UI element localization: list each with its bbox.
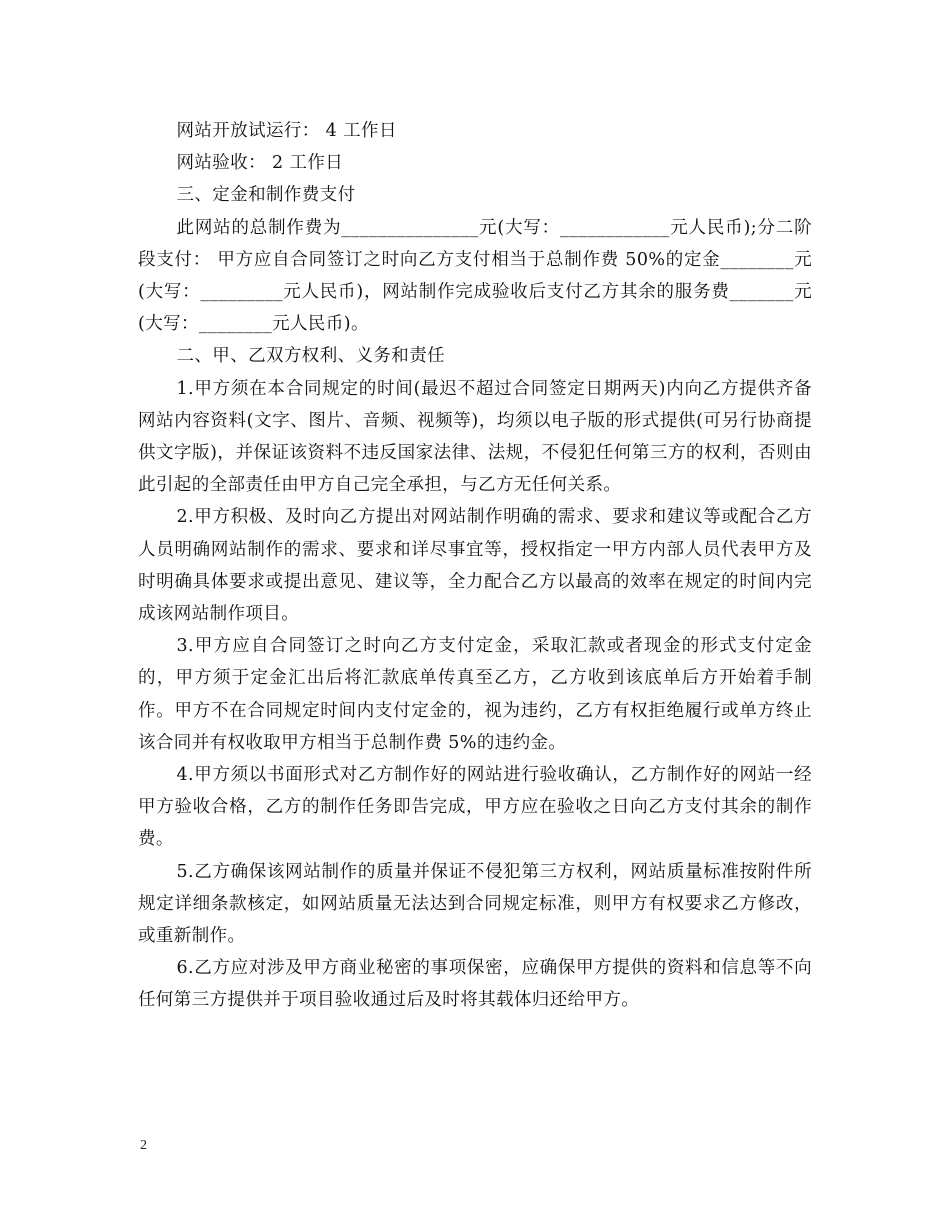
clause-1: 1.甲方须在本合同规定的时间(最迟不超过合同签定日期两天)内向乙方提供齐备网站内容资料(文字、图片、音频、视频等)，均须以电子版的形式提供(可另行协商提供文字版)，并保证该资料不违反国家法律、法规，不侵犯任何第三方的权利，否则由此引起的全部责任由甲方自己完全承担，与乙方无任何关系。 [138,378,812,496]
document-body [138,115,812,1017]
section-heading-payment: 三、定金和制作费支付 [176,185,356,206]
clause-4: 4.甲方须以书面形式对乙方制作好的网站进行验收确认，乙方制作好的网站一经甲方验收合格，乙方的制作任务即告完成，甲方应在验收之日向乙方支付其余的制作费。 [138,765,812,850]
paragraph-payment-terms: 此网站的总制作费为_______________元(大写：____________元人民币);分二阶段支付： 甲方应自合同签订之时向乙方支付相当于总制作费 50%的定金________元(大写：_________元人民币)，网站制作完成验收后支付乙方其余的服务费_______元(大写：________元人民币)。 [138,217,812,335]
clause-5: 5.乙方确保该网站制作的质量并保证不侵犯第三方权利，网站质量标准按附件所规定详细条款核定，如网站质量无法达到合同规定标准，则甲方有权要求乙方修改，或重新制作。 [138,861,812,947]
schedule-trial-run: 网站开放试运行： 4 工作日 [176,121,397,141]
section-heading-rights: 二、甲、乙双方权利、义务和责任 [176,346,445,367]
page-number: 2 [140,1138,147,1153]
clause-2: 2.甲方积极、及时向乙方提出对网站制作明确的需求、要求和建议等或配合乙方人员明确网站制作的需求、要求和详尽事宜等，授权指定一甲方内部人员代表甲方及时明确具体要求或提出意见、建议等，全力配合乙方以最高的效率在规定的时间内完成该网站制作项目。 [138,507,812,625]
clause-6: 6.乙方应对涉及甲方商业秘密的事项保密，应确保甲方提供的资料和信息等不向任何第三方提供并于项目验收通过后及时将其载体归还给甲方。 [138,958,812,1011]
clause-3: 3.甲方应自合同签订之时向乙方支付定金，采取汇款或者现金的形式支付定金的，甲方须于定金汇出后将汇款底单传真至乙方，乙方收到该底单后方开始着手制作。甲方不在合同规定时间内支付定金的，视为违约，乙方有权拒绝履行或单方终止该合同并有权收取甲方相当于总制作费 5%的违约金。 [138,636,812,753]
schedule-acceptance: 网站验收： 2 工作日 [176,153,344,174]
